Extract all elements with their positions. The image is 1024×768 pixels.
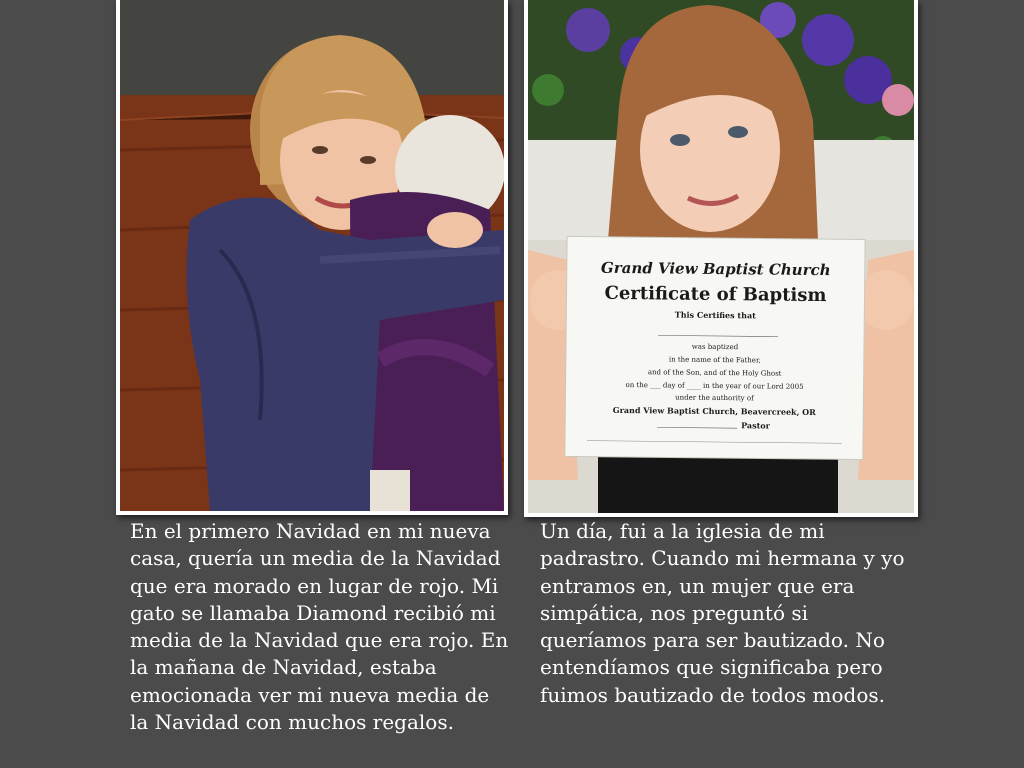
certificate-line-pastor: Pastor [741,420,770,431]
certificate-certifies: This Certifies that [674,309,756,321]
certificate-line-father: in the name of the Father, [668,355,761,365]
left-caption: En el primero Navidad en mi nueva casa, quería un media de la Navidad que era morado en lugar de rojo. Mi gato se llamaba Diamond recibió mi media de la Navidad que era rojo. En la mañana de Navidad, estaba emocionada ver mi nueva media de la Navidad con muchos regalos. [130,519,509,735]
right-caption: Un día, fui a la iglesia de mi padrastro. Cuando mi hermana y yo entramos en, un mujer que era simpática, nos preguntó si queríamos para ser bautizado. No entendíamos que significaba pero fuimos bautizado de todos modos. [540,519,905,707]
certificate-line-date: on the ___ day of ____ in the year of our Lord 2005 [625,381,804,391]
certificate-title: Certificate of Baptism [604,282,827,307]
certificate-line-baptized: was baptized [691,342,739,352]
girl-holding-baptism-certificate-photo-icon [528,0,914,513]
certificate-church-name: Grand View Baptist Church [600,258,831,280]
girl-hugging-stocking-photo-icon [120,0,504,511]
right-photo-frame [524,0,918,517]
certificate-line-authority: under the authority of [675,393,754,403]
certificate-line-son: and of the Son, and of the Holy Ghost [647,368,782,378]
left-photo-frame [116,0,508,515]
certificate-line-place: Grand View Baptist Church, Beavercreek, OR [612,404,816,418]
